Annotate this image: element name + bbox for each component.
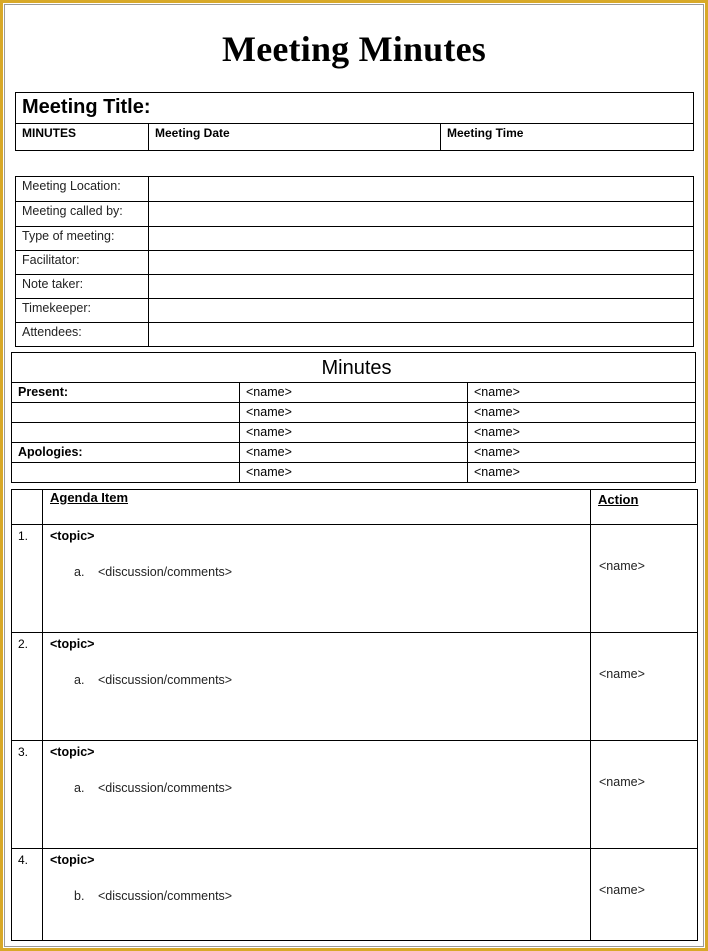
agenda-discussion — [50, 781, 590, 795]
apologies-name-cell[interactable]: <name> — [468, 443, 696, 463]
meeting-title-cell[interactable] — [16, 93, 694, 124]
apologies-name-cell[interactable]: <name> — [240, 463, 468, 483]
attendees-field[interactable] — [149, 323, 694, 347]
attendees-label: Attendees: — [16, 323, 149, 347]
present-label-empty — [12, 403, 240, 423]
agenda-table — [11, 489, 698, 941]
discussion-text: <discussion/comments> — [98, 781, 233, 795]
discussion-letter: a. — [74, 673, 85, 687]
agenda-topic: <topic> — [50, 745, 95, 759]
discussion-letter: a. — [74, 781, 85, 795]
agenda-row — [12, 849, 698, 941]
timekeeper-label: Timekeeper: — [16, 299, 149, 323]
present-name-cell[interactable]: <name> — [468, 383, 696, 403]
action-header — [591, 490, 698, 525]
meeting-date-label: Meeting Date — [155, 126, 230, 140]
agenda-number: 4. — [12, 849, 43, 941]
agenda-row — [12, 741, 698, 849]
facilitator-label: Facilitator: — [16, 251, 149, 275]
minutes-label: MINUTES — [22, 126, 76, 140]
apologies-name-cell[interactable]: <name> — [240, 443, 468, 463]
agenda-action-cell[interactable]: <name> — [591, 633, 698, 741]
meeting-title-label: Meeting Title: — [22, 96, 151, 118]
page-title: Meeting Minutes — [222, 29, 486, 69]
present-name-cell[interactable]: <name> — [468, 423, 696, 443]
meeting-info-table — [15, 176, 694, 347]
discussion-letter: b. — [74, 889, 85, 903]
agenda-content-cell[interactable] — [43, 633, 591, 741]
meeting-time-label: Meeting Time — [447, 126, 524, 140]
present-name-cell[interactable]: <name> — [240, 403, 468, 423]
agenda-row — [12, 525, 698, 633]
agenda-action-cell[interactable]: <name> — [591, 849, 698, 941]
meeting-time-cell[interactable] — [441, 124, 694, 151]
agenda-content-cell[interactable] — [43, 741, 591, 849]
agenda-number-header — [12, 490, 43, 525]
agenda-number: 1. — [12, 525, 43, 633]
present-name-cell[interactable]: <name> — [240, 383, 468, 403]
minutes-table — [11, 352, 696, 483]
present-name-cell[interactable]: <name> — [468, 403, 696, 423]
apologies-name-cell[interactable]: <name> — [468, 463, 696, 483]
apologies-label: Apologies: — [12, 443, 240, 463]
minutes-cell — [16, 124, 149, 151]
agenda-action-cell[interactable]: <name> — [591, 525, 698, 633]
discussion-text: <discussion/comments> — [98, 673, 233, 687]
action-header-text: Action — [598, 492, 639, 507]
agenda-topic: <topic> — [50, 529, 95, 543]
meeting-called-by-field[interactable] — [149, 202, 694, 227]
timekeeper-field[interactable] — [149, 299, 694, 323]
type-of-meeting-field[interactable] — [149, 227, 694, 251]
discussion-text: <discussion/comments> — [98, 565, 233, 579]
agenda-discussion — [50, 673, 590, 687]
agenda-topic: <topic> — [50, 637, 95, 651]
agenda-discussion — [50, 565, 590, 579]
present-name-cell[interactable]: <name> — [240, 423, 468, 443]
agenda-action-cell[interactable]: <name> — [591, 741, 698, 849]
present-label-empty — [12, 423, 240, 443]
agenda-topic: <topic> — [50, 853, 95, 867]
meeting-header-table — [15, 92, 694, 151]
agenda-number: 2. — [12, 633, 43, 741]
present-label: Present: — [12, 383, 240, 403]
meeting-date-cell[interactable] — [149, 124, 441, 151]
type-of-meeting-label: Type of meeting: — [16, 227, 149, 251]
discussion-letter: a. — [74, 565, 85, 579]
agenda-number: 3. — [12, 741, 43, 849]
agenda-item-header-text: Agenda Item — [50, 490, 129, 505]
discussion-text: <discussion/comments> — [98, 889, 233, 903]
meeting-location-label: Meeting Location: — [16, 177, 149, 202]
agenda-content-cell[interactable] — [43, 525, 591, 633]
agenda-discussion — [50, 889, 590, 903]
agenda-content-cell[interactable] — [43, 849, 591, 941]
apologies-label-empty — [12, 463, 240, 483]
agenda-row — [12, 633, 698, 741]
meeting-location-field[interactable] — [149, 177, 694, 202]
meeting-called-by-label: Meeting called by: — [16, 202, 149, 227]
note-taker-label: Note taker: — [16, 275, 149, 299]
note-taker-field[interactable] — [149, 275, 694, 299]
agenda-item-header — [43, 490, 591, 525]
facilitator-field[interactable] — [149, 251, 694, 275]
minutes-heading: Minutes — [12, 353, 696, 383]
